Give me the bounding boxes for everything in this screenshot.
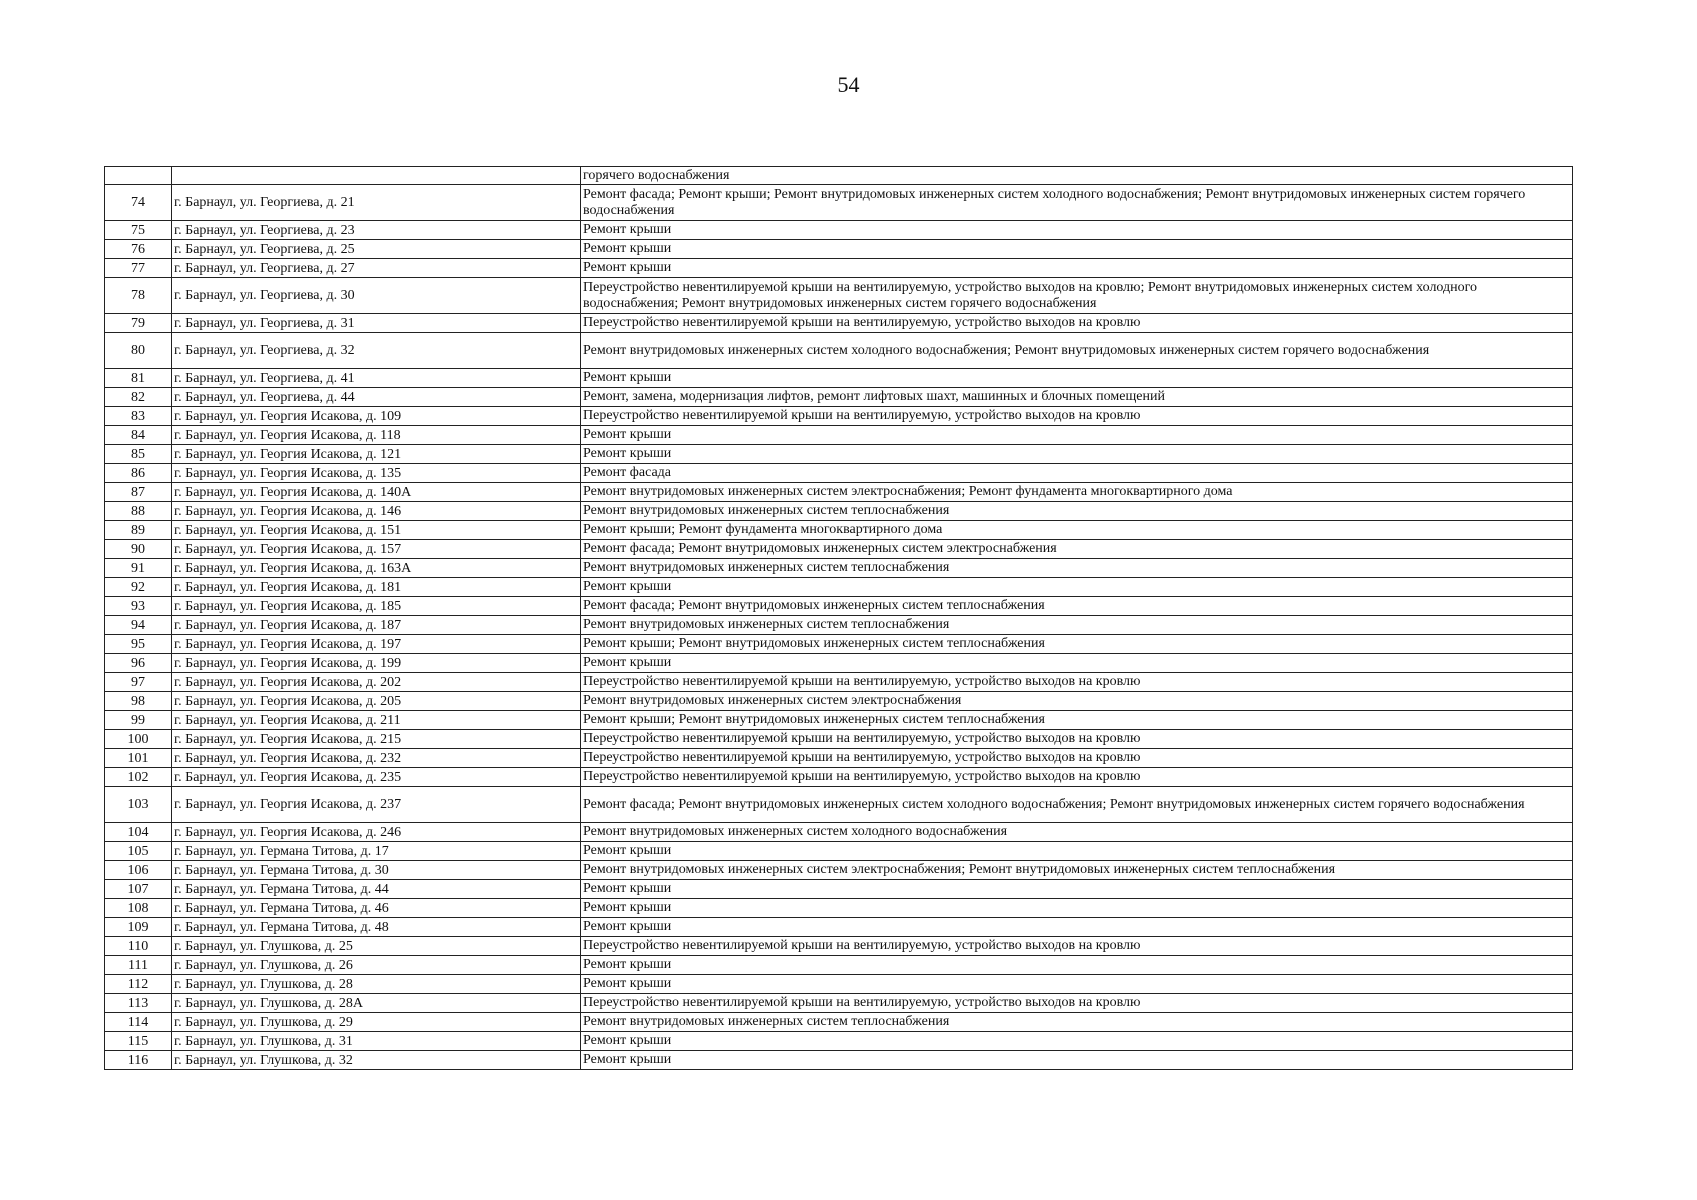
table-row	[105, 654, 1573, 673]
works-cell: Ремонт внутридомовых инженерных систем холодного водоснабжения	[581, 823, 1573, 842]
address-cell: г. Барнаул, ул. Георгиева, д. 25	[172, 240, 581, 259]
address-cell: г. Барнаул, ул. Георгия Исакова, д. 121	[172, 445, 581, 464]
works-cell: Ремонт крыши	[581, 240, 1573, 259]
works-cell: Ремонт внутридомовых инженерных систем холодного водоснабжения; Ремонт внутридомовых инженерных систем горячего водоснабжения	[581, 333, 1573, 369]
address-cell: г. Барнаул, ул. Георгиева, д. 41	[172, 369, 581, 388]
address-cell: г. Барнаул, ул. Георгия Исакова, д. 199	[172, 654, 581, 673]
table-row	[105, 559, 1573, 578]
table-row	[105, 692, 1573, 711]
table-row	[105, 426, 1573, 445]
row-number-cell: 114	[105, 1013, 172, 1032]
works-cell: Переустройство невентилируемой крыши на вентилируемую, устройство выходов на кровлю	[581, 407, 1573, 426]
row-number-cell: 76	[105, 240, 172, 259]
row-number-cell: 102	[105, 768, 172, 787]
row-number-cell: 89	[105, 521, 172, 540]
works-cell: Переустройство невентилируемой крыши на вентилируемую, устройство выходов на кровлю	[581, 937, 1573, 956]
table-row	[105, 278, 1573, 314]
table-row	[105, 407, 1573, 426]
table-row	[105, 880, 1573, 899]
table-row	[105, 259, 1573, 278]
address-cell: г. Барнаул, ул. Георгия Исакова, д. 215	[172, 730, 581, 749]
works-cell: Ремонт, замена, модернизация лифтов, ремонт лифтовых шахт, машинных и блочных помещений	[581, 388, 1573, 407]
table-body	[105, 167, 1573, 1070]
row-number-cell: 111	[105, 956, 172, 975]
works-cell: Ремонт крыши	[581, 918, 1573, 937]
row-number-cell: 87	[105, 483, 172, 502]
works-cell: Ремонт внутридомовых инженерных систем теплоснабжения	[581, 502, 1573, 521]
works-cell: Ремонт внутридомовых инженерных систем электроснабжения	[581, 692, 1573, 711]
row-number-cell: 74	[105, 185, 172, 221]
table-row	[105, 975, 1573, 994]
works-cell: Ремонт крыши	[581, 842, 1573, 861]
works-cell: Ремонт крыши; Ремонт фундамента многоквартирного дома	[581, 521, 1573, 540]
address-cell: г. Барнаул, ул. Георгиева, д. 23	[172, 221, 581, 240]
works-cell: Ремонт внутридомовых инженерных систем электроснабжения; Ремонт внутридомовых инженерных систем теплоснабжения	[581, 861, 1573, 880]
table-row	[105, 578, 1573, 597]
table-row	[105, 445, 1573, 464]
address-cell: г. Барнаул, ул. Георгиева, д. 30	[172, 278, 581, 314]
works-cell: Ремонт внутридомовых инженерных систем теплоснабжения	[581, 559, 1573, 578]
address-cell: г. Барнаул, ул. Георгия Исакова, д. 118	[172, 426, 581, 445]
address-cell: г. Барнаул, ул. Георгия Исакова, д. 211	[172, 711, 581, 730]
works-cell: Ремонт крыши	[581, 1051, 1573, 1070]
table-row	[105, 616, 1573, 635]
address-cell: г. Барнаул, ул. Георгия Исакова, д. 185	[172, 597, 581, 616]
works-cell: Ремонт крыши	[581, 956, 1573, 975]
address-cell: г. Барнаул, ул. Германа Титова, д. 46	[172, 899, 581, 918]
address-cell: г. Барнаул, ул. Глушкова, д. 29	[172, 1013, 581, 1032]
row-number-cell: 112	[105, 975, 172, 994]
table-row	[105, 994, 1573, 1013]
table-row	[105, 711, 1573, 730]
works-cell: Ремонт внутридомовых инженерных систем электроснабжения; Ремонт фундамента многоквартирного дома	[581, 483, 1573, 502]
address-cell: г. Барнаул, ул. Георгия Исакова, д. 140А	[172, 483, 581, 502]
row-number-cell: 90	[105, 540, 172, 559]
works-cell: Ремонт крыши	[581, 899, 1573, 918]
row-number-cell: 92	[105, 578, 172, 597]
table-row	[105, 521, 1573, 540]
address-cell: г. Барнаул, ул. Георгия Исакова, д. 237	[172, 787, 581, 823]
table-row	[105, 1013, 1573, 1032]
row-number-cell: 116	[105, 1051, 172, 1070]
address-cell: г. Барнаул, ул. Георгия Исакова, д. 151	[172, 521, 581, 540]
table-row	[105, 167, 1573, 185]
address-cell: г. Барнаул, ул. Глушкова, д. 31	[172, 1032, 581, 1051]
row-number-cell: 93	[105, 597, 172, 616]
page-number: 54	[837, 72, 860, 97]
works-cell: Переустройство невентилируемой крыши на вентилируемую, устройство выходов на кровлю; Ремонт внутридомовых инженерных систем холодного водоснабжения; Ремонт внутридомовых инженерных систем горячего водоснабжения	[581, 278, 1573, 314]
table-row	[105, 240, 1573, 259]
address-cell: г. Барнаул, ул. Георгия Исакова, д. 246	[172, 823, 581, 842]
works-cell: Ремонт крыши	[581, 221, 1573, 240]
table-row	[105, 464, 1573, 483]
row-number-cell: 113	[105, 994, 172, 1013]
table-row	[105, 597, 1573, 616]
works-cell: горячего водоснабжения	[581, 167, 1573, 185]
works-cell: Ремонт крыши; Ремонт внутридомовых инженерных систем теплоснабжения	[581, 711, 1573, 730]
table-row	[105, 730, 1573, 749]
table-row	[105, 221, 1573, 240]
address-cell: г. Барнаул, ул. Георгия Исакова, д. 163А	[172, 559, 581, 578]
works-cell: Ремонт крыши; Ремонт внутридомовых инженерных систем теплоснабжения	[581, 635, 1573, 654]
works-cell: Ремонт фасада; Ремонт внутридомовых инженерных систем холодного водоснабжения; Ремонт внутридомовых инженерных систем горячего водоснабжения	[581, 787, 1573, 823]
address-cell: г. Барнаул, ул. Георгиева, д. 32	[172, 333, 581, 369]
row-number-cell: 99	[105, 711, 172, 730]
row-number-cell: 77	[105, 259, 172, 278]
address-cell: г. Барнаул, ул. Георгия Исакова, д. 202	[172, 673, 581, 692]
table-row	[105, 502, 1573, 521]
address-cell: г. Барнаул, ул. Глушкова, д. 28	[172, 975, 581, 994]
address-cell: г. Барнаул, ул. Георгия Исакова, д. 181	[172, 578, 581, 597]
row-number-cell: 100	[105, 730, 172, 749]
table-row	[105, 540, 1573, 559]
works-cell: Переустройство невентилируемой крыши на вентилируемую, устройство выходов на кровлю	[581, 673, 1573, 692]
works-cell: Ремонт фасада; Ремонт внутридомовых инженерных систем теплоснабжения	[581, 597, 1573, 616]
row-number-cell: 84	[105, 426, 172, 445]
works-cell: Ремонт крыши	[581, 578, 1573, 597]
address-cell: г. Барнаул, ул. Георгиева, д. 31	[172, 314, 581, 333]
row-number-cell: 81	[105, 369, 172, 388]
address-cell: г. Барнаул, ул. Георгиева, д. 21	[172, 185, 581, 221]
row-number-cell: 103	[105, 787, 172, 823]
works-cell: Ремонт крыши	[581, 369, 1573, 388]
works-cell: Ремонт крыши	[581, 880, 1573, 899]
address-cell: г. Барнаул, ул. Георгия Исакова, д. 205	[172, 692, 581, 711]
address-cell	[172, 167, 581, 185]
row-number-cell: 106	[105, 861, 172, 880]
row-number-cell: 82	[105, 388, 172, 407]
address-cell: г. Барнаул, ул. Глушкова, д. 28А	[172, 994, 581, 1013]
table-row	[105, 899, 1573, 918]
row-number-cell: 86	[105, 464, 172, 483]
table-row	[105, 1051, 1573, 1070]
address-cell: г. Барнаул, ул. Георгиева, д. 44	[172, 388, 581, 407]
address-cell: г. Барнаул, ул. Георгия Исакова, д. 157	[172, 540, 581, 559]
address-cell: г. Барнаул, ул. Георгиева, д. 27	[172, 259, 581, 278]
row-number-cell: 101	[105, 749, 172, 768]
works-cell: Переустройство невентилируемой крыши на вентилируемую, устройство выходов на кровлю	[581, 314, 1573, 333]
table-row	[105, 369, 1573, 388]
row-number-cell: 109	[105, 918, 172, 937]
table-row	[105, 842, 1573, 861]
works-cell: Ремонт крыши	[581, 445, 1573, 464]
address-cell: г. Барнаул, ул. Георгия Исакова, д. 146	[172, 502, 581, 521]
table-row	[105, 314, 1573, 333]
row-number-cell: 108	[105, 899, 172, 918]
row-number-cell: 85	[105, 445, 172, 464]
address-cell: г. Барнаул, ул. Георгия Исакова, д. 187	[172, 616, 581, 635]
address-cell: г. Барнаул, ул. Глушкова, д. 25	[172, 937, 581, 956]
works-cell: Ремонт фасада; Ремонт внутридомовых инженерных систем электроснабжения	[581, 540, 1573, 559]
row-number-cell: 110	[105, 937, 172, 956]
works-cell: Ремонт фасада	[581, 464, 1573, 483]
table-row	[105, 823, 1573, 842]
works-cell: Ремонт фасада; Ремонт крыши; Ремонт внутридомовых инженерных систем холодного водоснабжения; Ремонт внутридомовых инженерных систем горячего водоснабжения	[581, 185, 1573, 221]
table-row	[105, 768, 1573, 787]
address-cell: г. Барнаул, ул. Георгия Исакова, д. 109	[172, 407, 581, 426]
table-row	[105, 185, 1573, 221]
table-row	[105, 483, 1573, 502]
row-number-cell	[105, 167, 172, 185]
works-cell: Переустройство невентилируемой крыши на вентилируемую, устройство выходов на кровлю	[581, 749, 1573, 768]
table-row	[105, 333, 1573, 369]
row-number-cell: 96	[105, 654, 172, 673]
works-cell: Переустройство невентилируемой крыши на вентилируемую, устройство выходов на кровлю	[581, 994, 1573, 1013]
row-number-cell: 98	[105, 692, 172, 711]
table-row	[105, 918, 1573, 937]
row-number-cell: 79	[105, 314, 172, 333]
address-cell: г. Барнаул, ул. Георгия Исакова, д. 235	[172, 768, 581, 787]
row-number-cell: 75	[105, 221, 172, 240]
address-cell: г. Барнаул, ул. Глушкова, д. 32	[172, 1051, 581, 1070]
table-row	[105, 861, 1573, 880]
address-cell: г. Барнаул, ул. Георгия Исакова, д. 135	[172, 464, 581, 483]
row-number-cell: 88	[105, 502, 172, 521]
table-row	[105, 937, 1573, 956]
row-number-cell: 105	[105, 842, 172, 861]
row-number-cell: 83	[105, 407, 172, 426]
works-cell: Ремонт крыши	[581, 259, 1573, 278]
row-number-cell: 107	[105, 880, 172, 899]
table-row	[105, 1032, 1573, 1051]
address-cell: г. Барнаул, ул. Германа Титова, д. 30	[172, 861, 581, 880]
address-cell: г. Барнаул, ул. Германа Титова, д. 44	[172, 880, 581, 899]
row-number-cell: 91	[105, 559, 172, 578]
row-number-cell: 78	[105, 278, 172, 314]
table-row	[105, 388, 1573, 407]
table-row	[105, 787, 1573, 823]
row-number-cell: 115	[105, 1032, 172, 1051]
table-row	[105, 956, 1573, 975]
address-cell: г. Барнаул, ул. Георгия Исакова, д. 232	[172, 749, 581, 768]
address-cell: г. Барнаул, ул. Германа Титова, д. 17	[172, 842, 581, 861]
row-number-cell: 94	[105, 616, 172, 635]
works-cell: Ремонт крыши	[581, 426, 1573, 445]
repair-works-table	[104, 166, 1573, 1070]
works-cell: Ремонт крыши	[581, 1032, 1573, 1051]
works-cell: Переустройство невентилируемой крыши на вентилируемую, устройство выходов на кровлю	[581, 768, 1573, 787]
address-cell: г. Барнаул, ул. Глушкова, д. 26	[172, 956, 581, 975]
works-cell: Ремонт внутридомовых инженерных систем теплоснабжения	[581, 616, 1573, 635]
works-cell: Ремонт внутридомовых инженерных систем теплоснабжения	[581, 1013, 1573, 1032]
works-cell: Ремонт крыши	[581, 975, 1573, 994]
row-number-cell: 95	[105, 635, 172, 654]
row-number-cell: 97	[105, 673, 172, 692]
address-cell: г. Барнаул, ул. Георгия Исакова, д. 197	[172, 635, 581, 654]
table-row	[105, 635, 1573, 654]
table-row	[105, 749, 1573, 768]
table-row	[105, 673, 1573, 692]
works-cell: Ремонт крыши	[581, 654, 1573, 673]
address-cell: г. Барнаул, ул. Германа Титова, д. 48	[172, 918, 581, 937]
row-number-cell: 80	[105, 333, 172, 369]
works-cell: Переустройство невентилируемой крыши на вентилируемую, устройство выходов на кровлю	[581, 730, 1573, 749]
row-number-cell: 104	[105, 823, 172, 842]
